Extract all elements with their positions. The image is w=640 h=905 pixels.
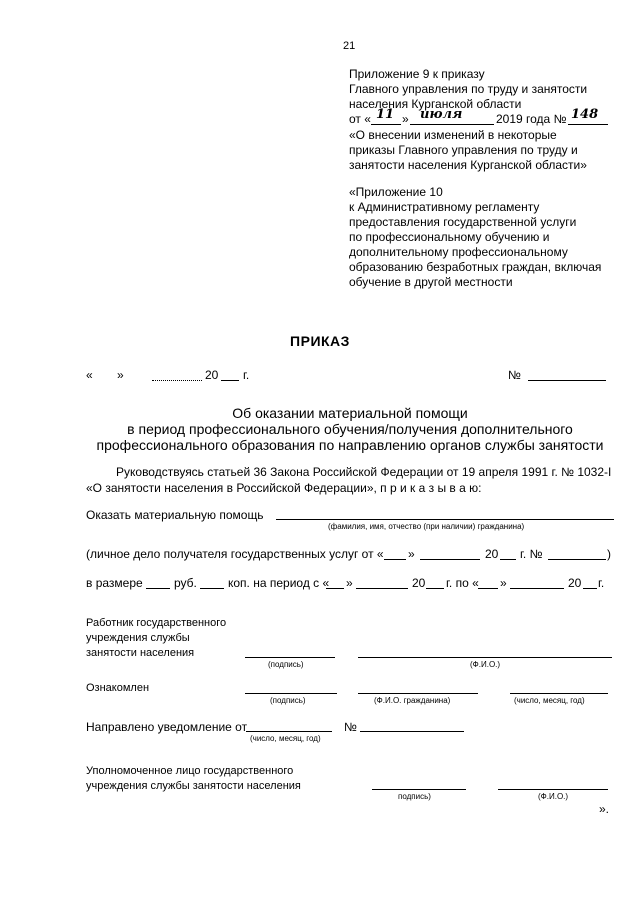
handwritten-number: 148 — [571, 107, 599, 122]
body-line1: Руководствуясь статьей 36 Закона Российской Федерации от 19 апреля 1991 г. № 1032-I — [116, 465, 612, 479]
appendix-9-line2: Главного управления по труду и занятости — [349, 82, 588, 96]
worker-fio-field[interactable] — [358, 657, 612, 658]
to-year-field[interactable] — [583, 588, 597, 589]
appendix-9-date-year: 2019 года № — [496, 112, 567, 126]
help-name-field[interactable] — [276, 519, 614, 520]
worker-cap-signature: (подпись) — [268, 660, 304, 669]
acquainted-label: Ознакомлен — [86, 682, 150, 694]
worker-line3: занятости населения — [86, 647, 195, 659]
authorized-line2: учреждения службы занятости населения — [86, 780, 301, 792]
to-g-end: г. — [598, 576, 605, 590]
acquainted-cap-fio: (Ф.И.О. гражданина) — [374, 696, 451, 705]
worker-line1: Работник государственного — [86, 617, 227, 629]
acquainted-cap-signature: (подпись) — [270, 696, 306, 705]
appendix-9-line7: занятости населения Курганской области» — [349, 158, 587, 172]
appendix-9-date-prefix: от « — [349, 112, 371, 126]
order-number-sign: № — [508, 368, 521, 382]
from-day-field[interactable] — [326, 588, 344, 589]
acquainted-signature-field[interactable] — [245, 693, 337, 694]
appendix-10-line2: к Административному регламенту — [349, 200, 540, 214]
appendix-10-line1: «Приложение 10 — [349, 185, 443, 199]
appendix-9-line6: приказы Главного управления по труду и — [349, 143, 578, 157]
to-close: » — [500, 576, 507, 590]
help-label: Оказать материальную помощь — [86, 508, 264, 522]
case-number-field[interactable] — [548, 559, 606, 560]
from-close: » — [346, 576, 353, 590]
help-caption: (фамилия, имя, отчество (при наличии) гражданина) — [328, 522, 525, 531]
closing-quote: ». — [599, 802, 610, 816]
page-number: 21 — [343, 40, 356, 52]
worker-cap-fio: (Ф.И.О.) — [470, 660, 501, 669]
kop-field[interactable] — [200, 588, 224, 589]
handwritten-month: июля — [420, 107, 463, 122]
case-prefix: (личное дело получателя государственных услуг от « — [86, 547, 384, 561]
rub-label: руб. — [174, 576, 197, 590]
order-date-open: « — [86, 368, 93, 382]
appendix-10-line4: по профессиональному обучению и — [349, 230, 550, 244]
subject-line3: профессионального образования по направлению органов службы занятости — [96, 437, 604, 453]
handwritten-day: 11 — [376, 107, 395, 122]
acquainted-cap-date: (число, месяц, год) — [514, 696, 585, 705]
authorized-signature-field[interactable] — [372, 789, 466, 790]
appendix-9-line3: населения Курганской области — [349, 97, 522, 111]
subject-line2: в период профессионального обучения/получения дополнительного — [127, 421, 573, 437]
authorized-cap-signature: подпись) — [398, 792, 431, 801]
authorized-fio-field[interactable] — [498, 789, 608, 790]
case-year-field[interactable] — [500, 559, 516, 560]
authorized-line1: Уполномоченное лицо государственного — [86, 765, 294, 777]
case-month-field[interactable] — [420, 559, 480, 560]
appendix-9-date-mid: » — [402, 112, 409, 126]
appendix-9-line1: Приложение 9 к приказу — [349, 67, 485, 81]
acquainted-date-field[interactable] — [510, 693, 608, 694]
appendix-10-line6: образованию безработных граждан, включая — [349, 260, 602, 274]
amount-prefix: в размере — [86, 576, 143, 590]
appendix-10-line5: дополнительному профессиональному — [349, 245, 568, 259]
subject-line1: Об оказании материальной помощи — [232, 405, 468, 421]
to-year: 20 — [568, 576, 582, 590]
notice-cap-date: (число, месяц, год) — [250, 734, 321, 743]
to-day-field[interactable] — [478, 588, 498, 589]
acquainted-fio-field[interactable] — [358, 693, 478, 694]
case-end: ) — [607, 547, 611, 561]
from-month-field[interactable] — [356, 588, 408, 589]
notice-number-sign: № — [344, 720, 357, 734]
worker-line2: учреждения службы — [86, 632, 190, 644]
to-month-field[interactable] — [510, 588, 564, 589]
notice-number-field[interactable] — [360, 731, 464, 732]
order-date-close: » — [117, 368, 124, 382]
appendix-9-line5: «О внесении изменений в некоторые — [349, 128, 557, 142]
kop-label: коп. на период с « — [228, 576, 330, 590]
notice-date-field[interactable] — [246, 731, 332, 732]
worker-signature-field[interactable] — [245, 657, 335, 658]
rub-field[interactable] — [146, 588, 170, 589]
case-num: г. № — [520, 547, 543, 561]
order-year-suffix: г. — [243, 368, 250, 382]
from-year: 20 — [412, 576, 426, 590]
notice-label: Направлено уведомление от — [86, 720, 248, 734]
body-line2: «О занятости населения в Российской Федерации», п р и к а з ы в а ю: — [86, 481, 482, 495]
case-day-field[interactable] — [384, 559, 406, 560]
case-year: 20 — [485, 547, 499, 561]
case-close: » — [408, 547, 415, 561]
appendix-10-line3: предоставления государственной услуги — [349, 215, 577, 229]
to-label: г. по « — [446, 576, 479, 590]
order-year-prefix: 20 — [205, 368, 219, 382]
authorized-cap-fio: (Ф.И.О.) — [538, 792, 569, 801]
from-year-field[interactable] — [426, 588, 444, 589]
appendix-10-line7: обучение в другой местности — [349, 275, 513, 289]
order-title: ПРИКАЗ — [290, 333, 350, 349]
